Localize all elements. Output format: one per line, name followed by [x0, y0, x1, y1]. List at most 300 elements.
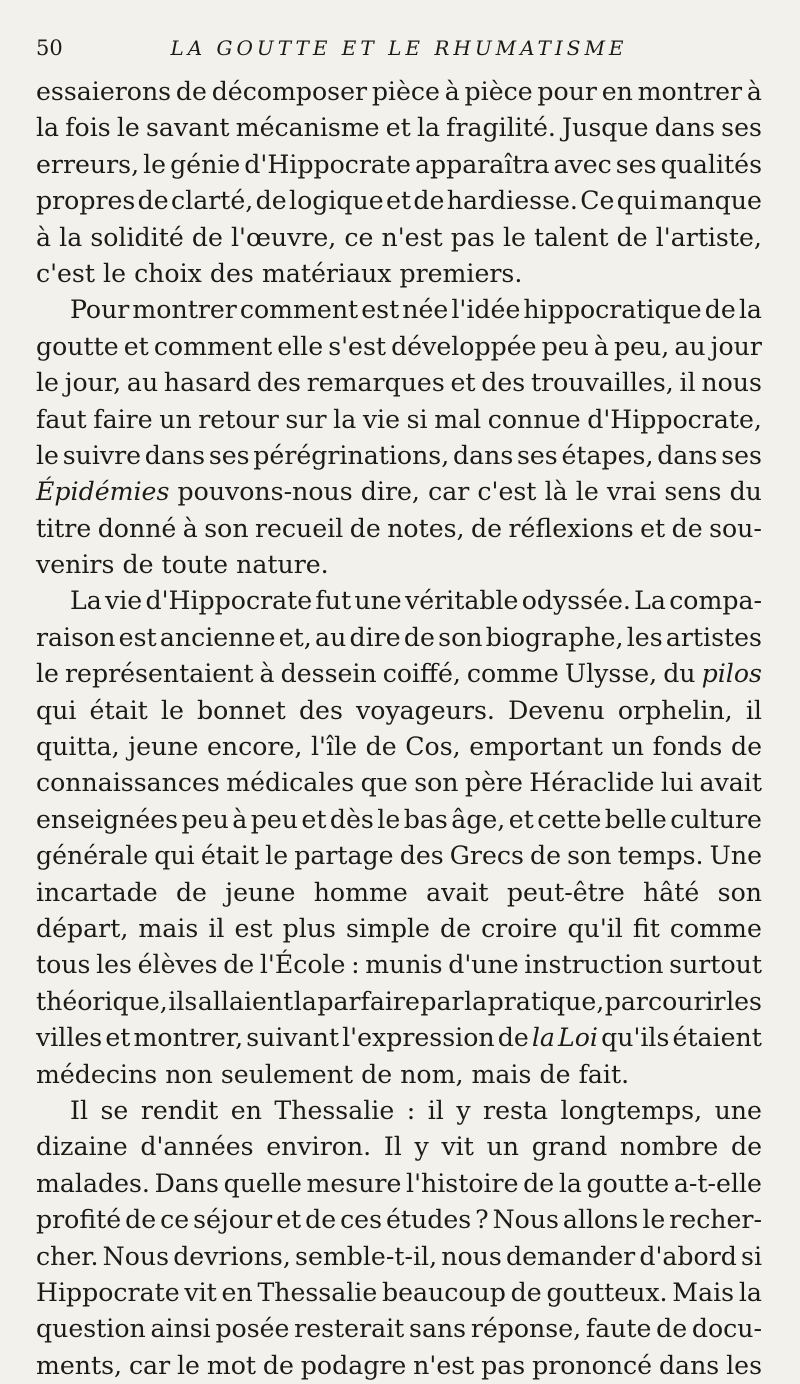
text-line [36, 1129, 762, 1165]
word: pièce [371, 77, 440, 106]
word: était [200, 841, 260, 871]
word: Jusque [562, 113, 649, 143]
word: de [523, 1168, 555, 1198]
word: le [36, 659, 59, 689]
word: il [745, 695, 762, 725]
word: le [103, 258, 127, 288]
word: de [510, 1277, 542, 1307]
word: dans [452, 440, 514, 470]
word: qui [154, 841, 195, 871]
word: de [539, 1059, 571, 1089]
word: le [116, 113, 140, 143]
word: coiffé, [382, 659, 461, 689]
word: manque [659, 186, 762, 216]
word: Ce [580, 186, 615, 216]
word: emportant [469, 732, 603, 762]
word: avait [699, 768, 762, 798]
word: est [118, 622, 157, 652]
word: l'artiste, [655, 222, 762, 252]
word: Mais [672, 1277, 735, 1307]
word: de [497, 1023, 529, 1053]
word: comment [153, 331, 273, 361]
word: sens [664, 477, 722, 507]
word: faire [93, 404, 153, 434]
word: de [704, 295, 736, 325]
word: avec [553, 149, 612, 179]
word: et [508, 804, 534, 834]
word: pérégrinations, [253, 440, 450, 470]
word: dès [329, 804, 374, 834]
word: goutteux. [546, 1277, 668, 1307]
word: ainsi [150, 1314, 211, 1344]
word: nombre [619, 1132, 719, 1162]
word: qualités [660, 149, 762, 179]
word: ce [344, 222, 374, 252]
word: munis [365, 950, 443, 980]
word: ses [721, 440, 762, 470]
word: dans [657, 440, 718, 470]
text-line [36, 1093, 762, 1129]
text-line [36, 729, 762, 765]
word: une [714, 1095, 762, 1125]
word: qu'il [567, 913, 623, 943]
word: Cos, [405, 732, 461, 762]
word: d'une [448, 950, 519, 980]
text-line [36, 838, 762, 874]
text-line [36, 256, 762, 292]
word: rendit [140, 1095, 219, 1125]
word: y [456, 1095, 471, 1125]
word: cher. [36, 1241, 99, 1271]
word: un [159, 404, 192, 434]
text-line [36, 911, 762, 947]
text-line [36, 365, 762, 401]
word: qui [36, 695, 77, 725]
word: dire [349, 622, 401, 652]
word: hippocratique [523, 295, 702, 325]
word: que [360, 768, 408, 798]
word: en [230, 1095, 262, 1125]
word: à [36, 222, 52, 252]
word: et [276, 1205, 302, 1235]
word: son [717, 877, 762, 907]
word: talent [534, 222, 609, 252]
word: incartade [36, 877, 158, 907]
word: : [351, 950, 360, 980]
word: parcourir [604, 986, 726, 1016]
word: médecins [36, 1059, 158, 1089]
word: étaient [672, 1023, 762, 1053]
word: à [746, 77, 762, 106]
word: de [262, 1350, 294, 1380]
word: pour [537, 77, 597, 106]
word: pas [481, 1350, 526, 1380]
word: est [234, 913, 273, 943]
word: Thessalie [257, 1277, 378, 1307]
word: de [175, 877, 207, 907]
word: la [738, 1277, 762, 1307]
word: de [671, 513, 703, 543]
word: pouvons-nous [177, 477, 353, 507]
text-line [36, 147, 762, 183]
word: resterait [294, 1314, 405, 1344]
word: d'Hippocrate [145, 586, 313, 616]
word: fonds [652, 732, 723, 762]
word: raison [36, 622, 116, 652]
text-line [36, 875, 762, 911]
word: Une [709, 841, 762, 871]
word: de [305, 1205, 337, 1235]
word: ses [721, 113, 762, 143]
word: un [486, 1132, 520, 1162]
word: culture [670, 804, 762, 834]
word: d'années [140, 1132, 254, 1162]
word: clarté, [171, 186, 254, 216]
word: mais [471, 1059, 532, 1089]
word: le [36, 440, 59, 470]
word: car [128, 1350, 171, 1380]
word: de [175, 77, 207, 106]
word: qui [616, 186, 658, 216]
word: dans [658, 1350, 720, 1380]
word: grand [531, 1132, 608, 1162]
word: voyageurs. [356, 695, 495, 725]
word: à [444, 77, 460, 106]
word: logique [289, 186, 384, 216]
word: la [333, 404, 357, 434]
word: jeune [225, 877, 296, 907]
word: suivre [62, 440, 142, 470]
word: nature. [236, 550, 329, 580]
word: et [301, 804, 327, 834]
word: à [259, 659, 275, 689]
word: s'est [328, 331, 386, 361]
word: La [70, 586, 102, 616]
word: et [123, 331, 149, 361]
word: Grecs [449, 841, 524, 871]
word: élèves [137, 950, 218, 980]
word: au [315, 622, 347, 652]
text-line [36, 183, 762, 219]
word: le [575, 477, 599, 507]
word: le [160, 695, 184, 725]
word: de [656, 1314, 688, 1344]
word: de [730, 1132, 762, 1162]
word: Il [383, 1132, 402, 1162]
word: vit [441, 1132, 474, 1162]
word: avait [426, 877, 489, 907]
word: a-t-elle [673, 1168, 762, 1198]
word: comme [466, 659, 559, 689]
word: sans [409, 1314, 467, 1344]
word: la [293, 986, 317, 1016]
text-line [36, 765, 762, 801]
word: médicales [226, 768, 355, 798]
word: de [223, 950, 255, 980]
word: environ. [266, 1132, 372, 1162]
word: sou- [709, 513, 762, 543]
word: toute [161, 550, 229, 580]
word: de [137, 186, 169, 216]
word: Épidémies [36, 477, 170, 507]
word: de [413, 186, 445, 216]
word: posée [215, 1314, 290, 1344]
word: bonnet [197, 695, 286, 725]
word: plus [282, 913, 336, 943]
word: Héraclide [529, 768, 655, 798]
word: la [59, 222, 83, 252]
word: cette [537, 804, 602, 834]
word: séjour [193, 1205, 273, 1235]
word: instruction [524, 950, 664, 980]
word: dire, [360, 477, 420, 507]
word: semble-t-il, [295, 1241, 438, 1271]
word: savant [145, 113, 230, 143]
word: peut-être [506, 877, 625, 907]
running-head [36, 30, 762, 74]
word: beaucoup [382, 1277, 506, 1307]
word: mais [138, 913, 199, 943]
word: les [726, 986, 762, 1016]
word: des [298, 695, 343, 725]
word: père [464, 768, 523, 798]
word: et [105, 1023, 131, 1053]
word: le [377, 804, 401, 834]
word: à [182, 513, 198, 543]
word: son [567, 841, 612, 871]
word: jour [710, 331, 762, 361]
word: de [616, 222, 648, 252]
word: Hippocrate [36, 1277, 180, 1307]
word: encore, [207, 732, 303, 762]
text-line [36, 1166, 762, 1202]
word: remarques [306, 368, 445, 398]
word: de [255, 186, 287, 216]
word: lui [660, 768, 694, 798]
word: qu'ils [601, 1023, 670, 1053]
word: de [530, 841, 562, 871]
word: le [36, 368, 59, 398]
word: allaient [197, 986, 294, 1016]
word: dans [144, 440, 206, 470]
word: hardiesse. [446, 186, 578, 216]
word: son [438, 622, 483, 652]
word: des [481, 368, 526, 398]
word: tous [36, 950, 91, 980]
word: née [402, 295, 449, 325]
word: ces [340, 1205, 383, 1235]
word: compa- [669, 586, 762, 616]
word: surtout [669, 950, 762, 980]
word: vie [362, 404, 401, 434]
word: peu, [614, 331, 670, 361]
word: la [464, 986, 488, 1016]
text-line [36, 1202, 762, 1238]
word: jour, [64, 368, 122, 398]
word: et [386, 186, 412, 216]
text-line [36, 620, 762, 656]
word: théorique, [36, 986, 168, 1016]
word: le [265, 841, 289, 871]
word: des [209, 258, 254, 288]
word: l'École [259, 950, 346, 980]
text-line [36, 984, 762, 1020]
text-line [36, 329, 762, 365]
word: nous [441, 1241, 502, 1271]
word: le [502, 222, 526, 252]
word: d'abord [639, 1241, 737, 1271]
word: fois [65, 113, 111, 143]
word: était [89, 695, 148, 725]
word: du [663, 659, 696, 689]
word: si [406, 404, 428, 434]
word: des [399, 841, 444, 871]
word: sur [285, 404, 327, 434]
word: il [679, 368, 696, 398]
text-line [36, 583, 762, 619]
word: des [257, 368, 301, 398]
word: longtemps, [560, 1095, 703, 1125]
word: non [165, 1059, 213, 1089]
text-line [36, 511, 762, 547]
word: biographe, [485, 622, 624, 652]
word: homme [313, 877, 408, 907]
word: connue [487, 404, 581, 434]
word: erreurs, [36, 149, 140, 179]
word: faut [36, 404, 87, 434]
word: allons [562, 1205, 639, 1235]
word: fragilité. [446, 113, 556, 143]
text-line [36, 474, 762, 510]
text-line [36, 1275, 762, 1311]
word: il [427, 1095, 444, 1125]
word: représentaient [65, 659, 254, 689]
text-line [36, 693, 762, 729]
word: bas [403, 804, 448, 834]
word: mot [206, 1350, 257, 1380]
text-line [36, 1020, 762, 1056]
word: Nous [102, 1241, 170, 1271]
word: Thessalie [274, 1095, 395, 1125]
word: artistes [665, 622, 762, 652]
word: montrer [132, 295, 237, 325]
word: ses [516, 440, 558, 470]
word: n'est [381, 222, 443, 252]
word: de [361, 1059, 393, 1089]
word: la [36, 113, 60, 143]
text-line [36, 220, 762, 256]
word: odyssée. [521, 586, 631, 616]
word: pièce [464, 77, 533, 106]
word: quelle [223, 1168, 302, 1198]
word: temps. [617, 841, 704, 871]
word: générale [36, 841, 149, 871]
word: car [428, 477, 470, 507]
word: la [531, 1023, 555, 1053]
word: son [414, 768, 459, 798]
word: comment [239, 295, 359, 325]
word: génie [170, 149, 241, 179]
text-line [36, 947, 762, 983]
word: orphelin, [617, 695, 733, 725]
word: : [406, 1095, 416, 1125]
word: fut [315, 586, 352, 616]
word: matériaux [261, 258, 392, 288]
word: n'est [413, 1350, 475, 1380]
text-line [36, 547, 762, 583]
word: dessein [280, 659, 377, 689]
word: vie [105, 586, 143, 616]
word: et [640, 513, 666, 543]
word: c'est [36, 258, 95, 288]
word: fit [632, 913, 660, 943]
word: peu [181, 804, 229, 834]
word: de [403, 622, 435, 652]
word: prononcé [532, 1350, 653, 1380]
text-line [36, 656, 762, 692]
word: études [385, 1205, 472, 1235]
word: si [741, 1241, 762, 1271]
word: connaissances [36, 768, 220, 798]
word: l'île [310, 732, 357, 762]
word: une [354, 586, 402, 616]
word: goutte [586, 1168, 670, 1198]
word: là [544, 477, 568, 507]
word: croire [481, 913, 558, 943]
word: malades. [36, 1168, 150, 1198]
word: simple [345, 913, 430, 943]
word: décomposer [211, 77, 368, 106]
text-line [36, 802, 762, 838]
word: Devenu [508, 695, 605, 725]
word: ses [208, 440, 250, 470]
word: l'expression [342, 1023, 495, 1053]
word: pilos [701, 659, 762, 689]
word: pratique, [487, 986, 605, 1016]
word: retour [198, 404, 279, 434]
word: de [439, 913, 472, 943]
word: un [611, 732, 644, 762]
word: Il [70, 1095, 89, 1125]
word: à [232, 804, 248, 834]
word: apparaîtra [414, 149, 550, 179]
word: ? [475, 1205, 489, 1235]
word: partage [294, 841, 394, 871]
page-number: 50 [36, 36, 63, 60]
word: mesure [306, 1168, 402, 1198]
word: y [414, 1132, 429, 1162]
word: podagre [300, 1350, 407, 1380]
word: vrai [606, 477, 657, 507]
word: le [143, 149, 167, 179]
text-line [36, 1311, 762, 1347]
word: du [729, 477, 762, 507]
word: Loi [558, 1023, 598, 1053]
word: comme [669, 913, 762, 943]
word: trouvailles, [530, 368, 674, 398]
word: les [726, 1350, 762, 1380]
word: dizaine [36, 1132, 128, 1162]
word: à [593, 331, 609, 361]
word: âge, [451, 804, 506, 834]
word: hâté [643, 877, 700, 907]
word: demander [505, 1241, 636, 1271]
word: goutte [36, 331, 119, 361]
word: de [191, 222, 223, 252]
word: ils [168, 986, 198, 1016]
word: dans [654, 113, 715, 143]
word: de [730, 732, 762, 762]
